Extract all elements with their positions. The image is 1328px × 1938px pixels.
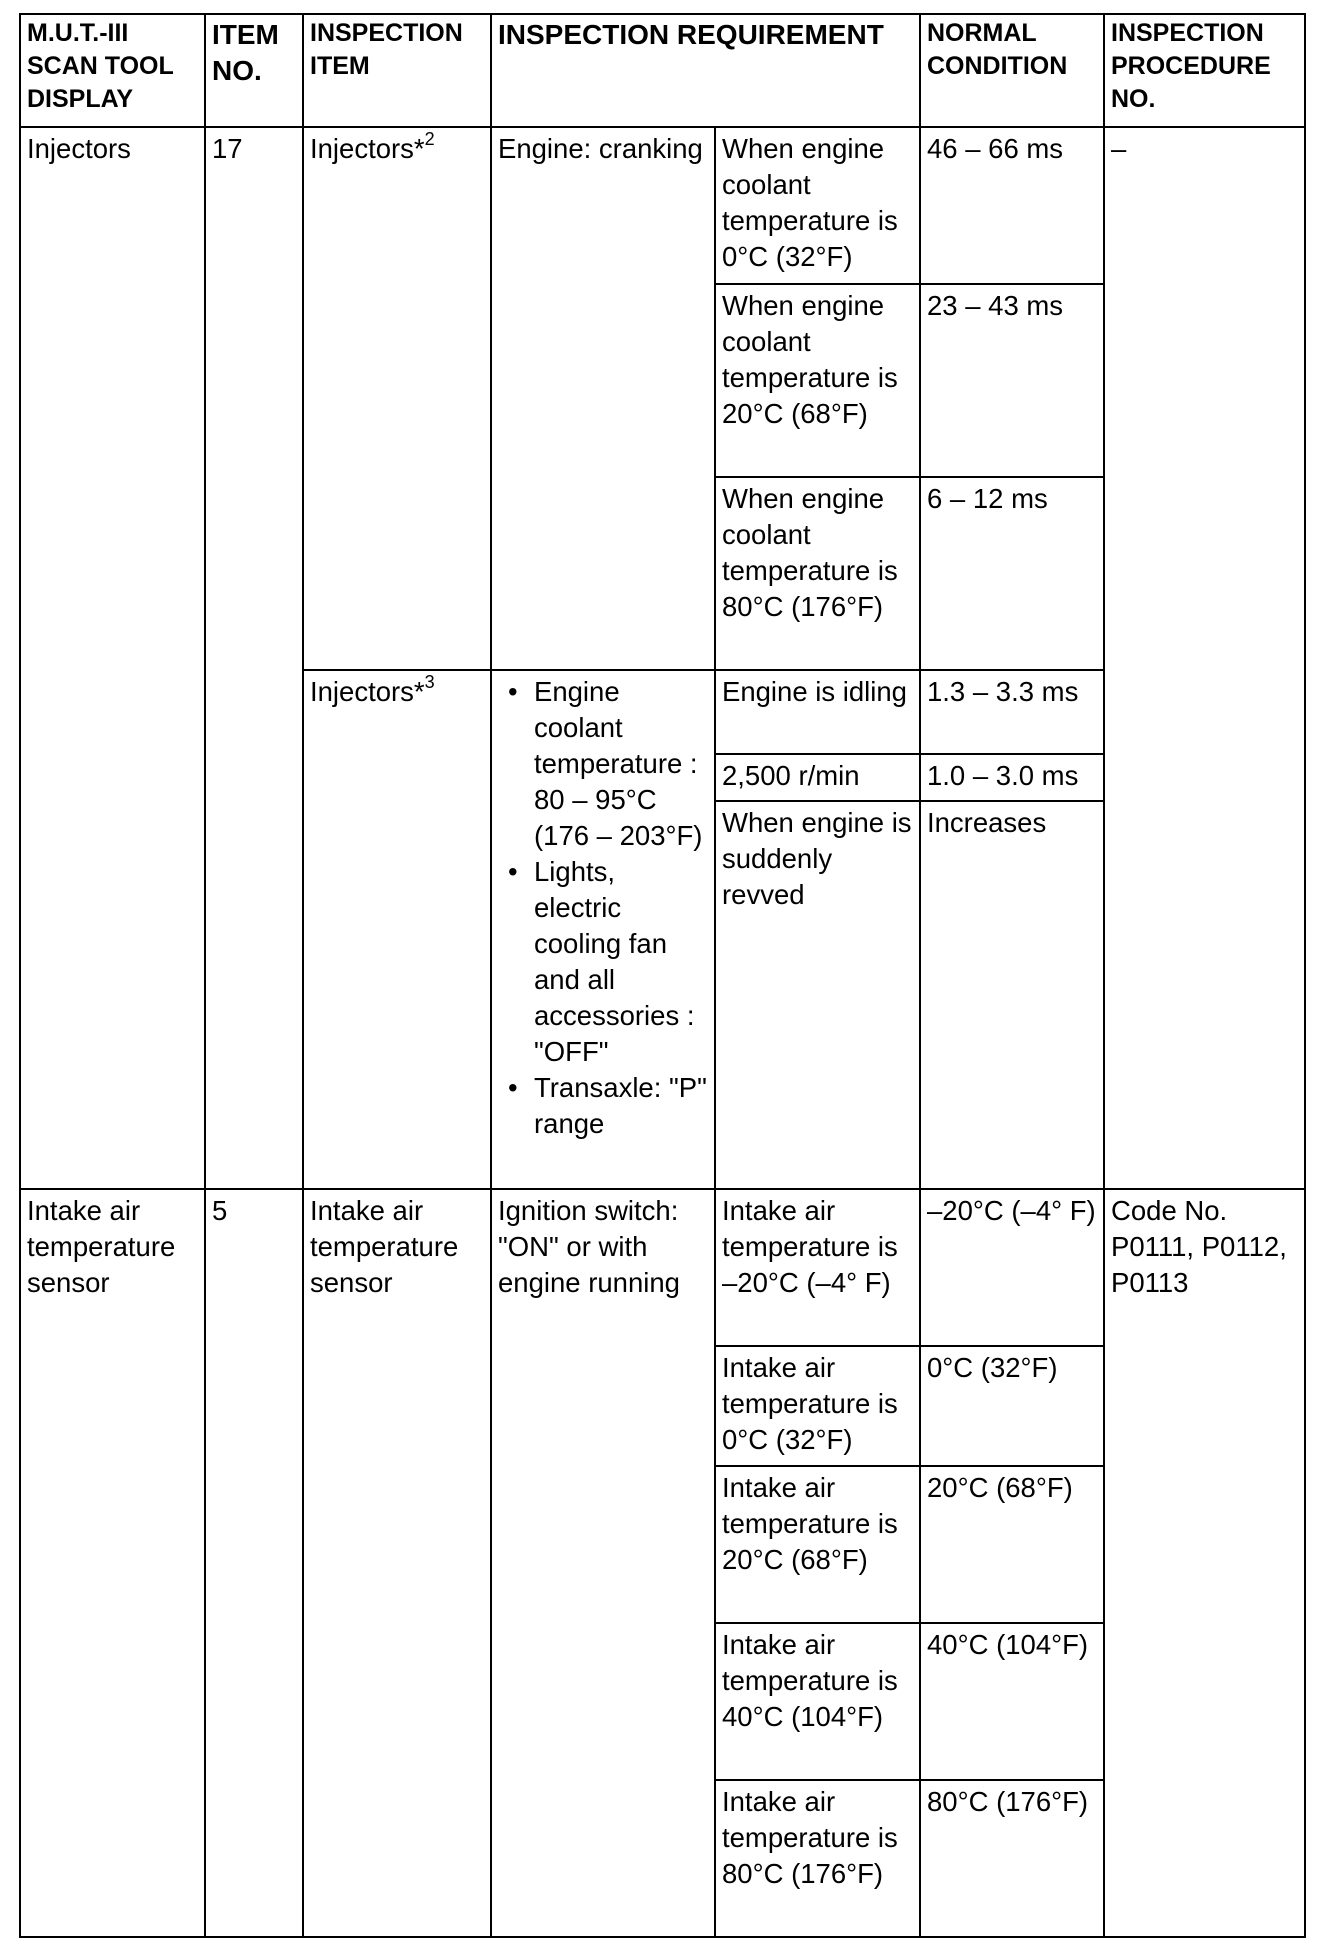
inspection-item-cell: [303, 127, 491, 670]
display-cell: Injectors: [20, 127, 205, 1189]
table-row: [20, 127, 1305, 284]
requirement-list: [498, 674, 708, 1142]
header-row: [20, 14, 1305, 127]
normal-cell: 40°C (104°F): [920, 1623, 1104, 1780]
list-item: • Engine coolant temperature : 80 – 95°C (176 – 203°F): [534, 674, 708, 854]
list-item: • Lights, electric cooling fan and all accessories : "OFF": [534, 854, 708, 1070]
list-item: • Transaxle: "P" range: [534, 1070, 708, 1142]
header-inspection-item: INSPECTION ITEM: [303, 14, 491, 127]
normal-cell: 1.3 – 3.3 ms: [920, 670, 1104, 754]
table-row: [20, 1189, 1305, 1346]
condition-cell: When engine is suddenly revved: [715, 801, 920, 1189]
footnote-marker: 2: [424, 128, 435, 149]
condition-cell: Engine is idling: [715, 670, 920, 754]
normal-cell: 20°C (68°F): [920, 1466, 1104, 1623]
normal-cell: 80°C (176°F): [920, 1780, 1104, 1937]
condition-cell: Intake air temperature is –20°C (–4° F): [715, 1189, 920, 1346]
condition-cell: When engine coolant temperature is 20°C (68°F): [715, 284, 920, 477]
display-cell: Intake air temperature sensor: [20, 1189, 205, 1937]
header-display: M.U.T.-III SCAN TOOL DISPLAY: [20, 14, 205, 127]
header-inspection-requirement: INSPECTION REQUIREMENT: [491, 14, 920, 127]
procedure-cell: –: [1104, 127, 1305, 1189]
footnote-marker: 3: [424, 671, 435, 692]
requirement-cell: [491, 670, 715, 1189]
normal-cell: 23 – 43 ms: [920, 284, 1104, 477]
inspection-item-label: Injectors*: [310, 133, 425, 164]
condition-cell: 2,500 r/min: [715, 754, 920, 801]
condition-cell: Intake air temperature is 40°C (104°F): [715, 1623, 920, 1780]
item-no-cell: 17: [205, 127, 303, 1189]
procedure-cell: Code No. P0111, P0112, P0113: [1104, 1189, 1305, 1937]
inspection-item-cell: [303, 670, 491, 1189]
inspection-item-label: Injectors*: [310, 676, 425, 707]
normal-cell: –20°C (–4° F): [920, 1189, 1104, 1346]
condition-cell: Intake air temperature is 0°C (32°F): [715, 1346, 920, 1466]
normal-cell: 0°C (32°F): [920, 1346, 1104, 1466]
requirement-cell: Engine: cranking: [491, 127, 715, 670]
condition-cell: When engine coolant temperature is 0°C (32°F): [715, 127, 920, 284]
normal-cell: 46 – 66 ms: [920, 127, 1104, 284]
condition-cell: When engine coolant temperature is 80°C (176°F): [715, 477, 920, 670]
condition-cell: Intake air temperature is 20°C (68°F): [715, 1466, 920, 1623]
normal-cell: 1.0 – 3.0 ms: [920, 754, 1104, 801]
requirement-cell: Ignition switch: "ON" or with engine running: [491, 1189, 715, 1937]
inspection-table: [19, 13, 1306, 1938]
normal-cell: Increases: [920, 801, 1104, 1189]
condition-cell: Intake air temperature is 80°C (176°F): [715, 1780, 920, 1937]
inspection-item-cell: Intake air temperature sensor: [303, 1189, 491, 1937]
item-no-cell: 5: [205, 1189, 303, 1937]
normal-cell: 6 – 12 ms: [920, 477, 1104, 670]
header-procedure-no: INSPECTION PROCEDURE NO.: [1104, 14, 1305, 127]
header-normal-condition: NORMAL CONDITION: [920, 14, 1104, 127]
header-item-no: ITEM NO.: [205, 14, 303, 127]
